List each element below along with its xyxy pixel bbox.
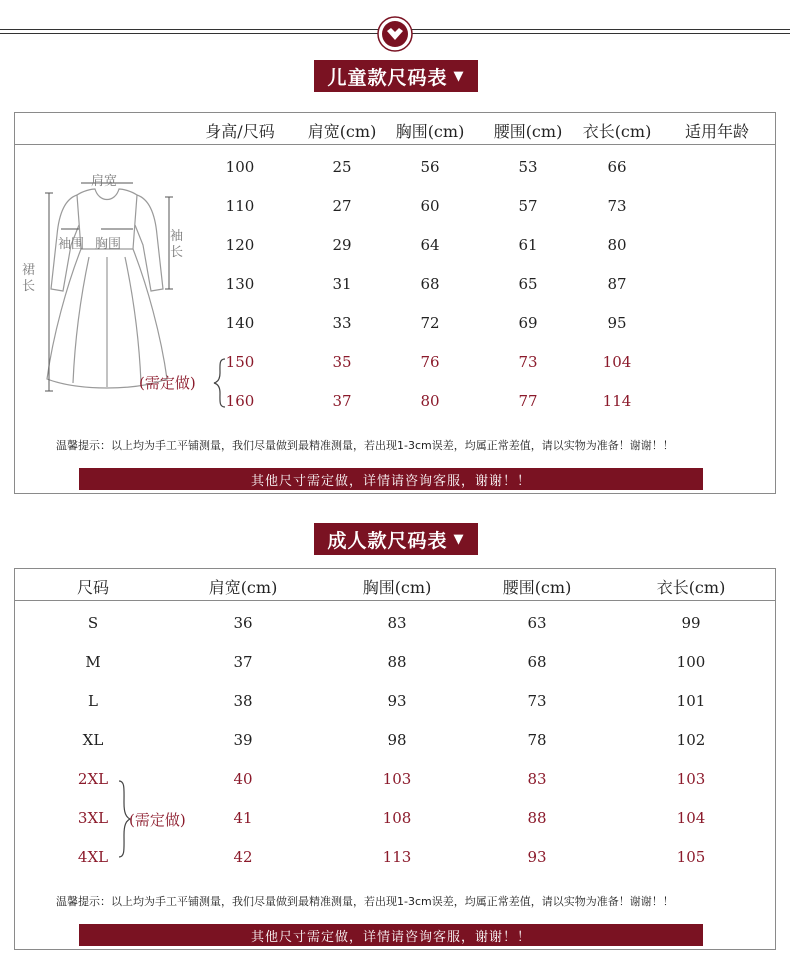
adult-cell-waist: 73 [527,692,547,710]
kids-header-shoulder: 肩宽(cm) [307,122,377,141]
kids-cell-size: 160 [225,392,255,410]
kids-cell-shoulder: 27 [332,197,352,215]
kids-cell-waist: 73 [518,353,538,371]
adult-cell-size: S [87,614,99,632]
kids-cell-chest: 56 [420,158,440,176]
kids-header-waist: 腰围(cm) [493,122,563,141]
adult-cell-waist: 93 [527,848,547,866]
kids-cell-length: 87 [607,275,627,293]
kids-cell-chest: 80 [420,392,440,410]
diagram-label-shoulder: 肩宽 [90,174,118,189]
kids-custom-size-banner: 其他尺寸需定做，详情请咨询客服，谢谢！！ [79,468,703,490]
diagram-label-cuff: 袖围 [57,237,85,252]
kids-custom-made-label: (需定做) [139,374,196,392]
kids-cell-length: 80 [607,236,627,254]
adult-cell-chest: 93 [387,692,407,710]
adult-cell-length: 100 [676,653,706,671]
adult-cell-shoulder: 37 [233,653,253,671]
adult-size-chart-title [314,523,478,555]
adult-cell-chest: 108 [382,809,412,827]
adult-cell-length: 102 [676,731,706,749]
adult-cell-shoulder: 38 [233,692,253,710]
kids-cell-shoulder: 29 [332,236,352,254]
adult-cell-chest: 88 [387,653,407,671]
adult-header-chest: 胸围(cm) [362,578,432,597]
kids-header-chest: 胸围(cm) [395,122,465,141]
kids-measurement-note: 温馨提示：以上均为手工平铺测量，我们尽量做到最精准测量，若出现1-3cm误差，均属正常差值，请以实物为准备！谢谢！！ [56,439,674,452]
adult-custom-made-label: (需定做) [129,811,186,829]
adult-cell-size: 2XL [77,770,109,788]
kids-cell-shoulder: 25 [332,158,352,176]
adult-custom-size-banner: 其他尺寸需定做，详情请咨询客服，谢谢！！ [79,924,703,946]
adult-cell-shoulder: 41 [233,809,253,827]
kids-cell-length: 95 [607,314,627,332]
diagram-label-skirt-length: 裙长 [22,263,36,294]
diagram-label-sleeve-length: 袖长 [170,229,184,260]
adult-cell-waist: 88 [527,809,547,827]
kids-cell-length: 66 [607,158,627,176]
adult-cell-length: 105 [676,848,706,866]
kids-cell-chest: 64 [420,236,440,254]
kids-header-height: 身高/尺码 [205,122,275,141]
heart-emblem-icon [377,16,413,52]
kids-size-table [14,112,776,494]
adult-cell-shoulder: 42 [233,848,253,866]
diagram-label-chest: 胸围 [94,237,122,252]
adult-title-text: 成人款尺码表 [327,529,448,552]
kids-cell-chest: 76 [420,353,440,371]
adult-cell-size: M [85,653,101,671]
adult-cell-length: 103 [676,770,706,788]
kids-cell-waist: 69 [518,314,538,332]
kids-custom-brace-icon [213,357,227,409]
adult-cell-size: L [88,692,98,710]
kids-size-chart-title [314,60,478,92]
kids-cell-chest: 68 [420,275,440,293]
kids-cell-waist: 53 [518,158,538,176]
adult-cell-waist: 78 [527,731,547,749]
adult-cell-shoulder: 36 [233,614,253,632]
kids-cell-size: 110 [225,197,255,215]
adult-cell-length: 104 [676,809,706,827]
adult-cell-waist: 63 [527,614,547,632]
adult-cell-length: 101 [676,692,706,710]
kids-cell-size: 140 [225,314,255,332]
adult-cell-waist: 68 [527,653,547,671]
kids-header-age: 适用年龄 [684,122,750,141]
adult-cell-chest: 103 [382,770,412,788]
adult-header-waist: 腰围(cm) [502,578,572,597]
kids-cell-shoulder: 37 [332,392,352,410]
adult-cell-size: 3XL [77,809,109,827]
kids-title-arrow: ▼ [453,68,465,84]
kids-title-text: 儿童款尺码表 [327,66,448,89]
kids-cell-size: 150 [225,353,255,371]
adult-header-rule [15,600,775,601]
kids-header-rule [15,144,775,145]
adult-title-arrow: ▼ [453,531,465,547]
kids-cell-chest: 72 [420,314,440,332]
kids-header-length: 衣长(cm) [582,122,652,141]
adult-cell-size: XL [82,731,104,749]
kids-cell-length: 104 [602,353,632,371]
adult-cell-waist: 83 [527,770,547,788]
kids-cell-waist: 77 [518,392,538,410]
kids-cell-size: 100 [225,158,255,176]
kids-cell-shoulder: 33 [332,314,352,332]
adult-cell-shoulder: 39 [233,731,253,749]
adult-cell-chest: 83 [387,614,407,632]
kids-cell-waist: 57 [518,197,538,215]
adult-header-size: 尺码 [76,578,110,597]
kids-cell-chest: 60 [420,197,440,215]
adult-cell-shoulder: 40 [233,770,253,788]
kids-cell-shoulder: 35 [332,353,352,371]
adult-cell-size: 4XL [77,848,109,866]
adult-size-table [14,568,776,950]
adult-measurement-note: 温馨提示：以上均为手工平铺测量，我们尽量做到最精准测量，若出现1-3cm误差，均属正常差值，请以实物为准备！谢谢！！ [56,895,674,908]
adult-cell-chest: 113 [382,848,412,866]
adult-cell-length: 99 [681,614,701,632]
kids-cell-size: 130 [225,275,255,293]
adult-header-length: 衣长(cm) [656,578,726,597]
kids-cell-waist: 61 [518,236,538,254]
kids-cell-length: 114 [602,392,632,410]
kids-cell-shoulder: 31 [332,275,352,293]
adult-cell-chest: 98 [387,731,407,749]
kids-cell-length: 73 [607,197,627,215]
kids-cell-size: 120 [225,236,255,254]
kids-cell-waist: 65 [518,275,538,293]
adult-header-shoulder: 肩宽(cm) [208,578,278,597]
